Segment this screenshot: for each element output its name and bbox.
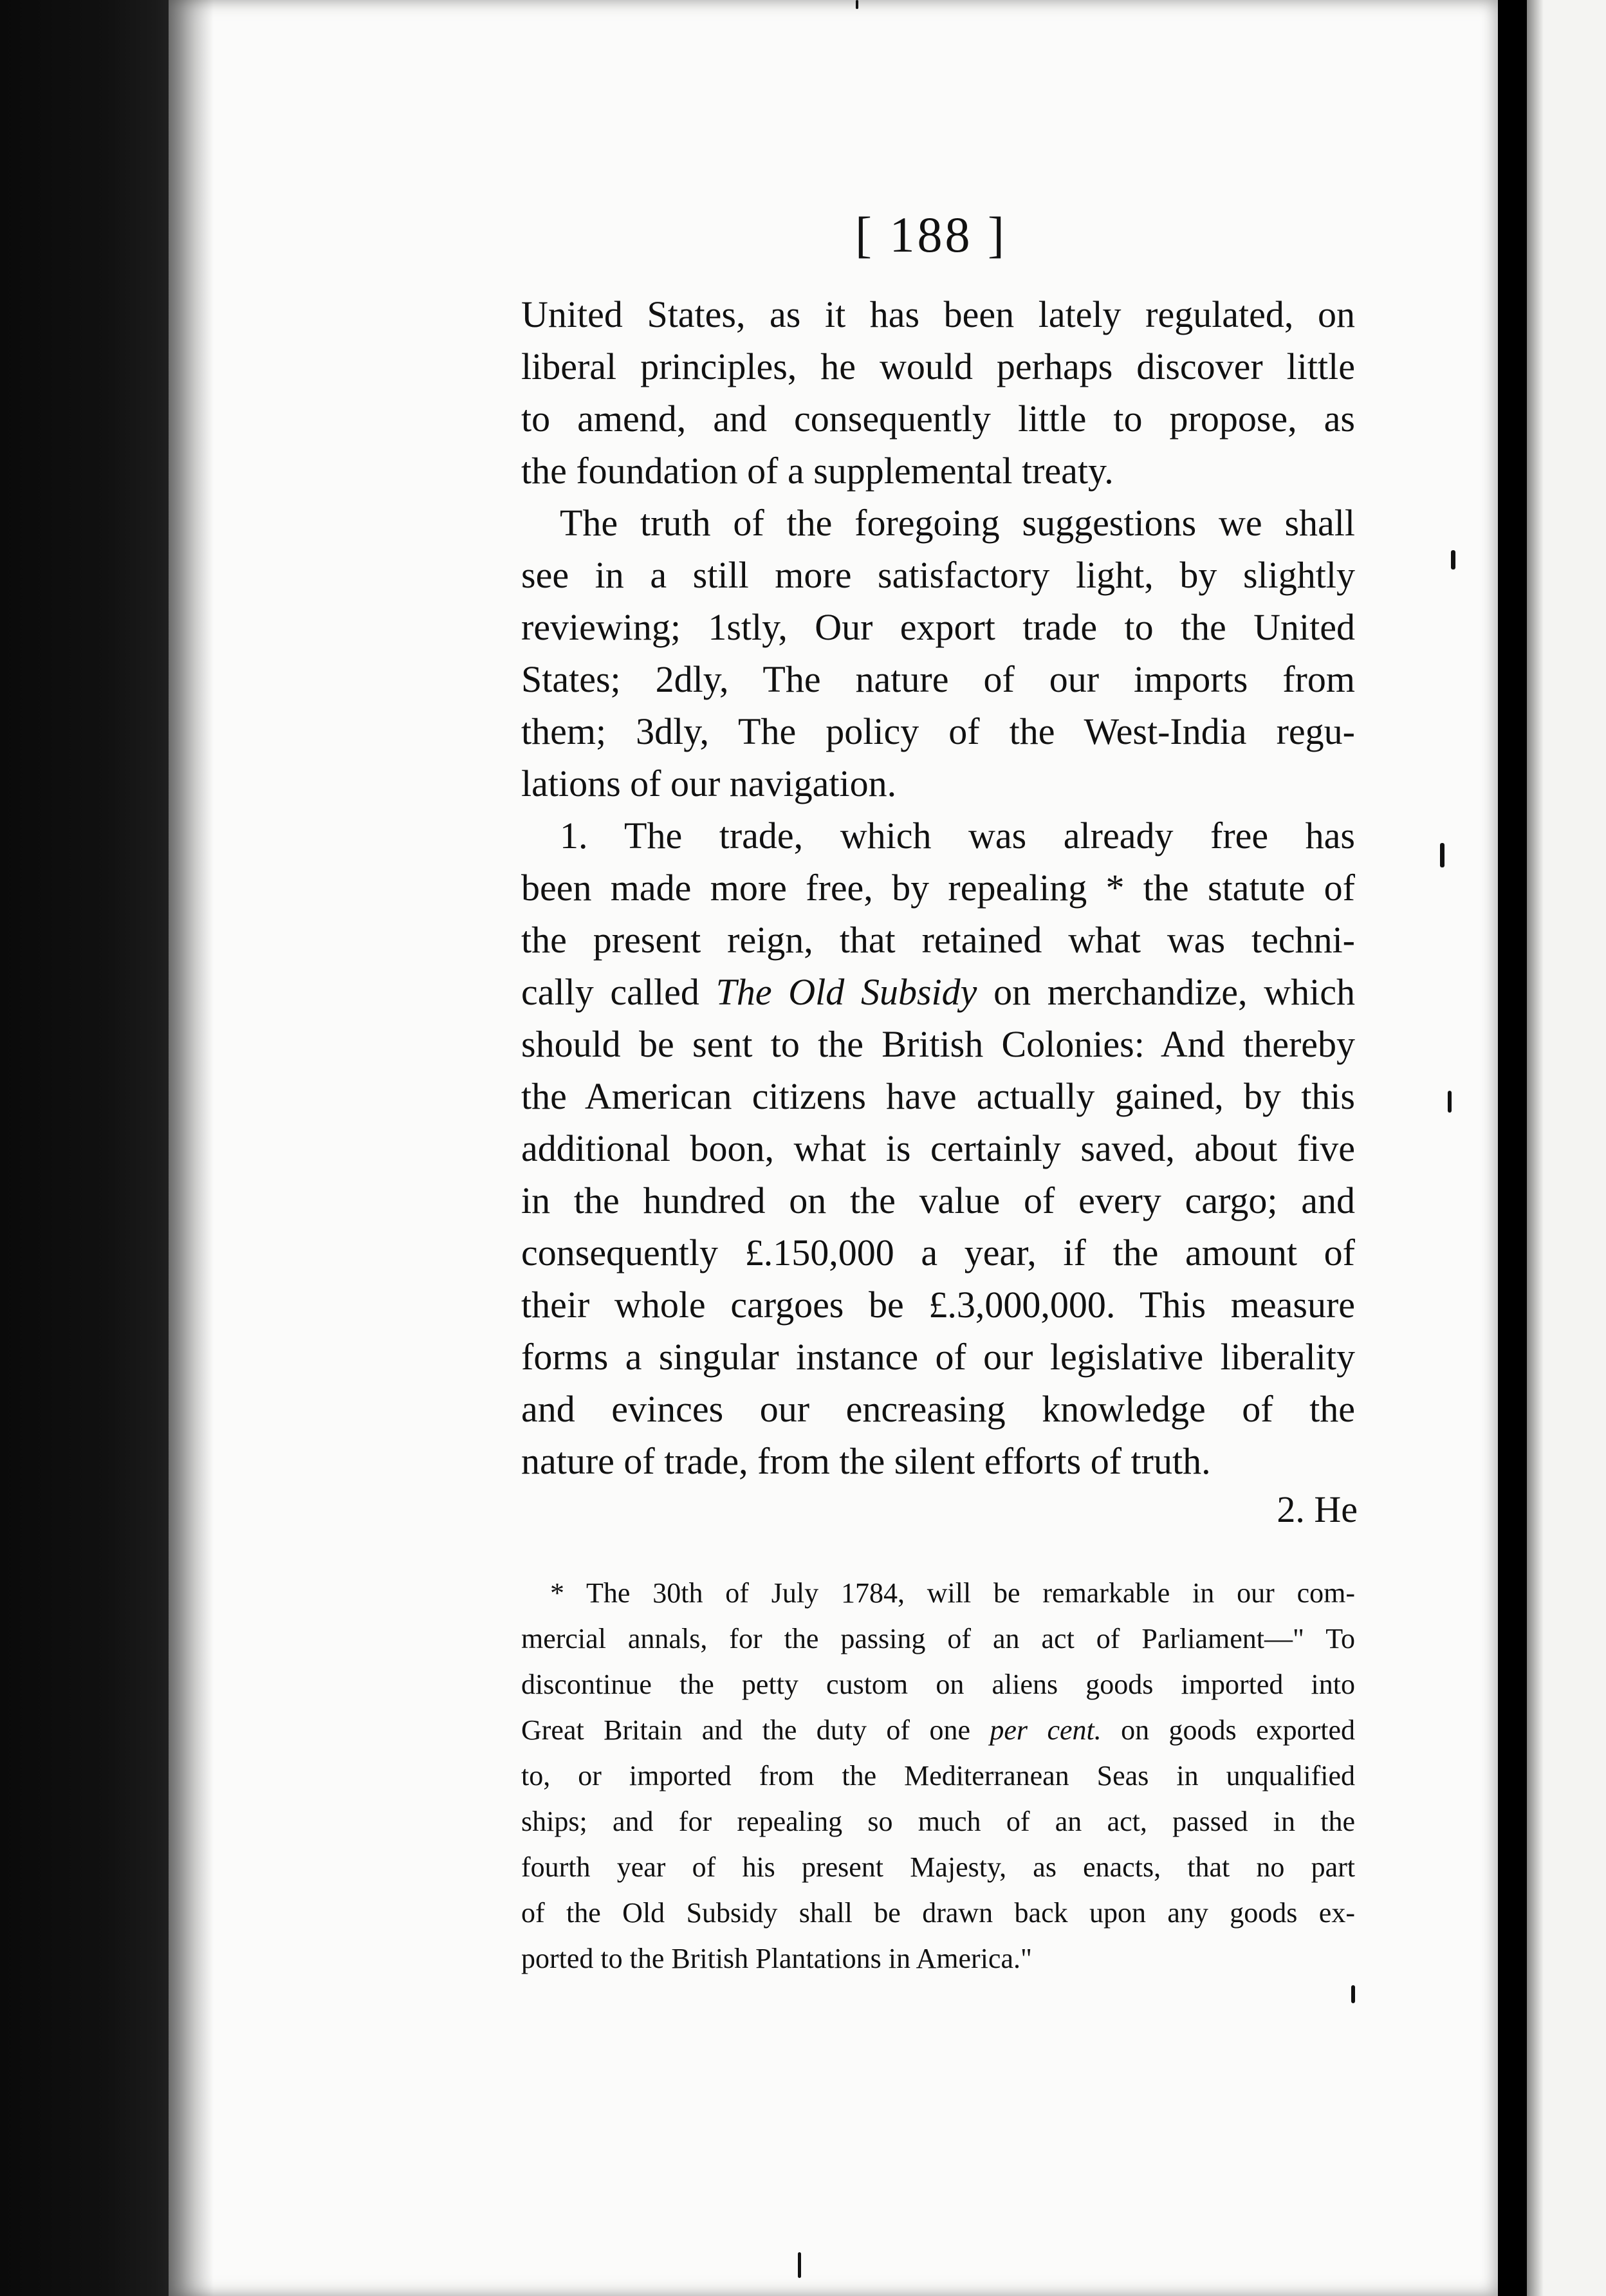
footnote-line: ships; and for repealing so much of an act, passed in the <box>521 1806 1355 1837</box>
body-line: lations of our navigation. <box>521 763 897 804</box>
body-line: reviewing; 1stly, Our export trade to the United <box>521 606 1355 648</box>
book-edge-shadow <box>0 0 193 2296</box>
body-line: the foundation of a supplemental treaty. <box>521 450 1114 492</box>
scan-speck <box>798 2252 801 2278</box>
footnote-text-span: on goods exported <box>1101 1714 1356 1746</box>
italic-term: per cent. <box>990 1714 1102 1746</box>
page-number: [ 188 ] <box>855 207 1007 263</box>
scan-speck <box>1448 1091 1452 1113</box>
body-line: liberal principles, he would perhaps discover little <box>521 346 1355 387</box>
body-line: consequently £.150,000 a year, if the amount of <box>521 1232 1355 1273</box>
footnote-line-with-italic <box>521 1707 1355 1753</box>
body-line: and evinces our encreasing knowledge of the <box>521 1388 1355 1430</box>
footnote-line: ported to the British Plantations in America." <box>521 1943 1032 1974</box>
catchword: 2. He <box>1277 1488 1358 1530</box>
body-line: should be sent to the British Colonies: And thereby <box>521 1023 1355 1065</box>
scan-speck <box>1451 550 1455 569</box>
body-text-span: on merchandize, which <box>977 971 1355 1013</box>
footnote-line: mercial annals, for the passing of an act of Parliament—" To <box>521 1623 1355 1654</box>
body-line: been made more free, by repealing * the statute of <box>521 867 1355 909</box>
italic-title: The Old Subsidy <box>715 971 977 1013</box>
footnote-line: * The 30th of July 1784, will be remarkable in our com- <box>550 1577 1355 1609</box>
body-line: in the hundred on the value of every cargo; and <box>521 1180 1355 1221</box>
scan-speck <box>856 0 858 9</box>
footnote-line: to, or imported from the Mediterranean Seas in unqualified <box>521 1760 1355 1791</box>
footnote-line: fourth year of his present Majesty, as enacts, that no part <box>521 1851 1355 1883</box>
scan-speck <box>1440 843 1444 867</box>
body-line: the American citizens have actually gained, by this <box>521 1075 1355 1117</box>
footnote-line: discontinue the petty custom on aliens goods imported into <box>521 1669 1355 1700</box>
body-line: forms a singular instance of our legislative liberality <box>521 1336 1355 1378</box>
body-text-span: cally called <box>521 971 716 1013</box>
scan-speck <box>1351 1985 1355 2003</box>
body-line: The truth of the foregoing suggestions we shall <box>560 502 1355 544</box>
body-line: see in a still more satisfactory light, by slightly <box>521 554 1355 596</box>
body-line: them; 3dly, The policy of the West-India regu- <box>521 710 1355 752</box>
body-line: nature of trade, from the silent efforts of truth. <box>521 1440 1211 1482</box>
body-line: United States, as it has been lately regulated, on <box>521 293 1355 335</box>
footnote-text-span: Great Britain and the duty of one <box>521 1714 990 1746</box>
body-line: States; 2dly, The nature of our imports from <box>521 658 1355 700</box>
footnote-line: of the Old Subsidy shall be drawn back upon any goods ex- <box>521 1897 1355 1929</box>
body-line: their whole cargoes be £.3,000,000. This measure <box>521 1284 1355 1326</box>
body-line: to amend, and consequently little to propose, as <box>521 398 1355 440</box>
body-line-with-italic <box>521 966 1355 1018</box>
adjacent-page-edge <box>1527 0 1606 2296</box>
footnote <box>521 1570 1355 1981</box>
body-text <box>521 288 1355 1487</box>
page-gutter <box>1498 0 1527 2296</box>
body-line: additional boon, what is certainly saved, about five <box>521 1127 1355 1169</box>
body-line: 1. The trade, which was already free has <box>560 815 1355 856</box>
body-line: the present reign, that retained what was techni- <box>521 919 1355 961</box>
